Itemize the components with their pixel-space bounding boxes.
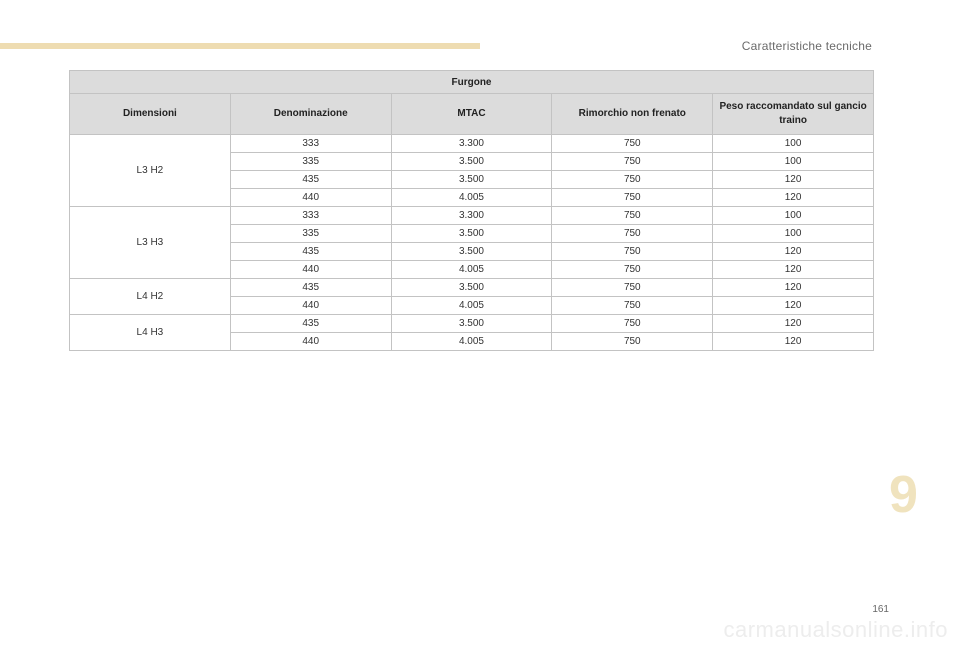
table-row (70, 207, 874, 225)
table-cell: 750 (552, 207, 713, 225)
table-cell: 4.005 (391, 297, 552, 315)
table-cell: 3.500 (391, 315, 552, 333)
table-cell: 3.300 (391, 135, 552, 153)
chapter-number: 9 (889, 466, 918, 524)
column-header: Peso raccomandato sul gancio traino (713, 94, 874, 135)
column-header: Dimensioni (70, 94, 231, 135)
table-cell: 435 (230, 243, 391, 261)
table-cell: 3.500 (391, 243, 552, 261)
dimension-cell: L4 H3 (70, 315, 231, 351)
table-row (70, 315, 874, 333)
table-cell: 100 (713, 225, 874, 243)
dimension-cell: L4 H2 (70, 279, 231, 315)
table-cell: 3.500 (391, 279, 552, 297)
table-cell: 335 (230, 225, 391, 243)
table-cell: 3.500 (391, 153, 552, 171)
table-cell: 4.005 (391, 333, 552, 351)
table-cell: 750 (552, 243, 713, 261)
table-row (70, 135, 874, 153)
table-caption: Furgone (70, 71, 874, 94)
table-cell: 750 (552, 225, 713, 243)
column-header: Rimorchio non frenato (552, 94, 713, 135)
table-cell: 750 (552, 135, 713, 153)
table-cell: 750 (552, 171, 713, 189)
table-cell: 100 (713, 153, 874, 171)
table-cell: 333 (230, 135, 391, 153)
table-cell: 440 (230, 333, 391, 351)
table-row (70, 279, 874, 297)
table-cell: 750 (552, 261, 713, 279)
dimension-cell: L3 H3 (70, 207, 231, 279)
table-cell: 120 (713, 315, 874, 333)
table-cell: 100 (713, 135, 874, 153)
section-title: Caratteristiche tecniche (741, 39, 872, 53)
page-number: 161 (872, 604, 889, 615)
table-cell: 4.005 (391, 261, 552, 279)
table-cell: 435 (230, 315, 391, 333)
table-cell: 120 (713, 243, 874, 261)
table-cell: 3.300 (391, 207, 552, 225)
table-cell: 3.500 (391, 225, 552, 243)
column-header: Denominazione (230, 94, 391, 135)
table-cell: 120 (713, 279, 874, 297)
table-cell: 120 (713, 171, 874, 189)
table-cell: 120 (713, 297, 874, 315)
table-cell: 750 (552, 279, 713, 297)
table-cell: 440 (230, 297, 391, 315)
table-cell: 4.005 (391, 189, 552, 207)
table-cell: 100 (713, 207, 874, 225)
table-cell: 440 (230, 261, 391, 279)
table-cell: 750 (552, 189, 713, 207)
table-cell: 120 (713, 261, 874, 279)
table-cell: 335 (230, 153, 391, 171)
table-cell: 3.500 (391, 171, 552, 189)
table-cell: 750 (552, 153, 713, 171)
table-cell: 120 (713, 189, 874, 207)
table-cell: 440 (230, 189, 391, 207)
table-cell: 435 (230, 279, 391, 297)
column-header: MTAC (391, 94, 552, 135)
table-cell: 750 (552, 333, 713, 351)
table-cell: 120 (713, 333, 874, 351)
table-cell: 750 (552, 297, 713, 315)
dimension-cell: L3 H2 (70, 135, 231, 207)
table-cell: 750 (552, 315, 713, 333)
table-cell: 435 (230, 171, 391, 189)
towing-specs-table (69, 70, 874, 351)
header-accent-bar (0, 43, 480, 49)
watermark: carmanualsonline.info (723, 617, 948, 642)
table-cell: 333 (230, 207, 391, 225)
